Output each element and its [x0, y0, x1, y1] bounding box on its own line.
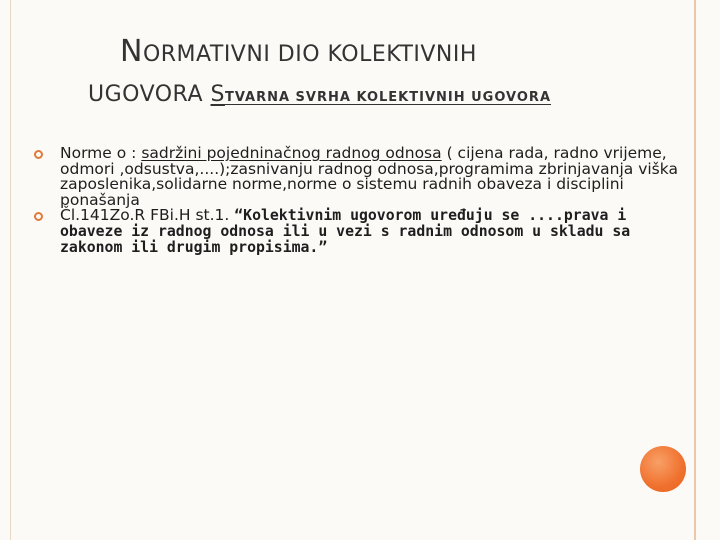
bullet-list	[34, 146, 684, 255]
bullet1-rest: ( cijena rada, radno vrijeme, odmori ,odsustva,....);zasnivanju radnog odnosa,programima zbrinjavanja viška zaposlenika,solidarne norme,norme o sistemu radnih obaveza i disciplini ponašanja	[60, 144, 678, 209]
orange-circle-decoration	[640, 446, 686, 492]
bullet2-lead: Čl.141Zo.R FBi.H st.1.	[60, 206, 235, 225]
title-line1-rest: ORMATIVNI DIO KOLEKTIVNIH	[142, 42, 477, 67]
subtitle-cap: S	[210, 82, 225, 107]
title-line-1	[120, 34, 477, 69]
bullet1-lead: Norme o :	[60, 144, 142, 162]
bullet1-underlined: sadržini pojedninačnog radnog odnosa	[141, 144, 442, 162]
slide-frame-left	[0, 0, 11, 540]
bullet-item-2	[34, 208, 684, 255]
subtitle-rest: TVARNA SVRHA KOLEKTIVNIH UGOVORA	[224, 90, 552, 105]
bullet-circle-icon	[34, 150, 43, 159]
bullet-item-1	[34, 146, 684, 208]
title-line-2	[88, 82, 551, 107]
title-line1-cap: N	[120, 34, 143, 69]
bullet-circle-icon	[34, 212, 43, 221]
slide-frame-right	[694, 0, 698, 540]
bullet2-quote: “Kolektivnim ugovorom uređuju se ....prava i obaveze iz radnog odnosa ili u vezi s radnim odnosom u skladu sa zakonom ili drugim propisima.”	[60, 207, 631, 256]
title-line2-main: UGOVORA	[88, 82, 211, 107]
